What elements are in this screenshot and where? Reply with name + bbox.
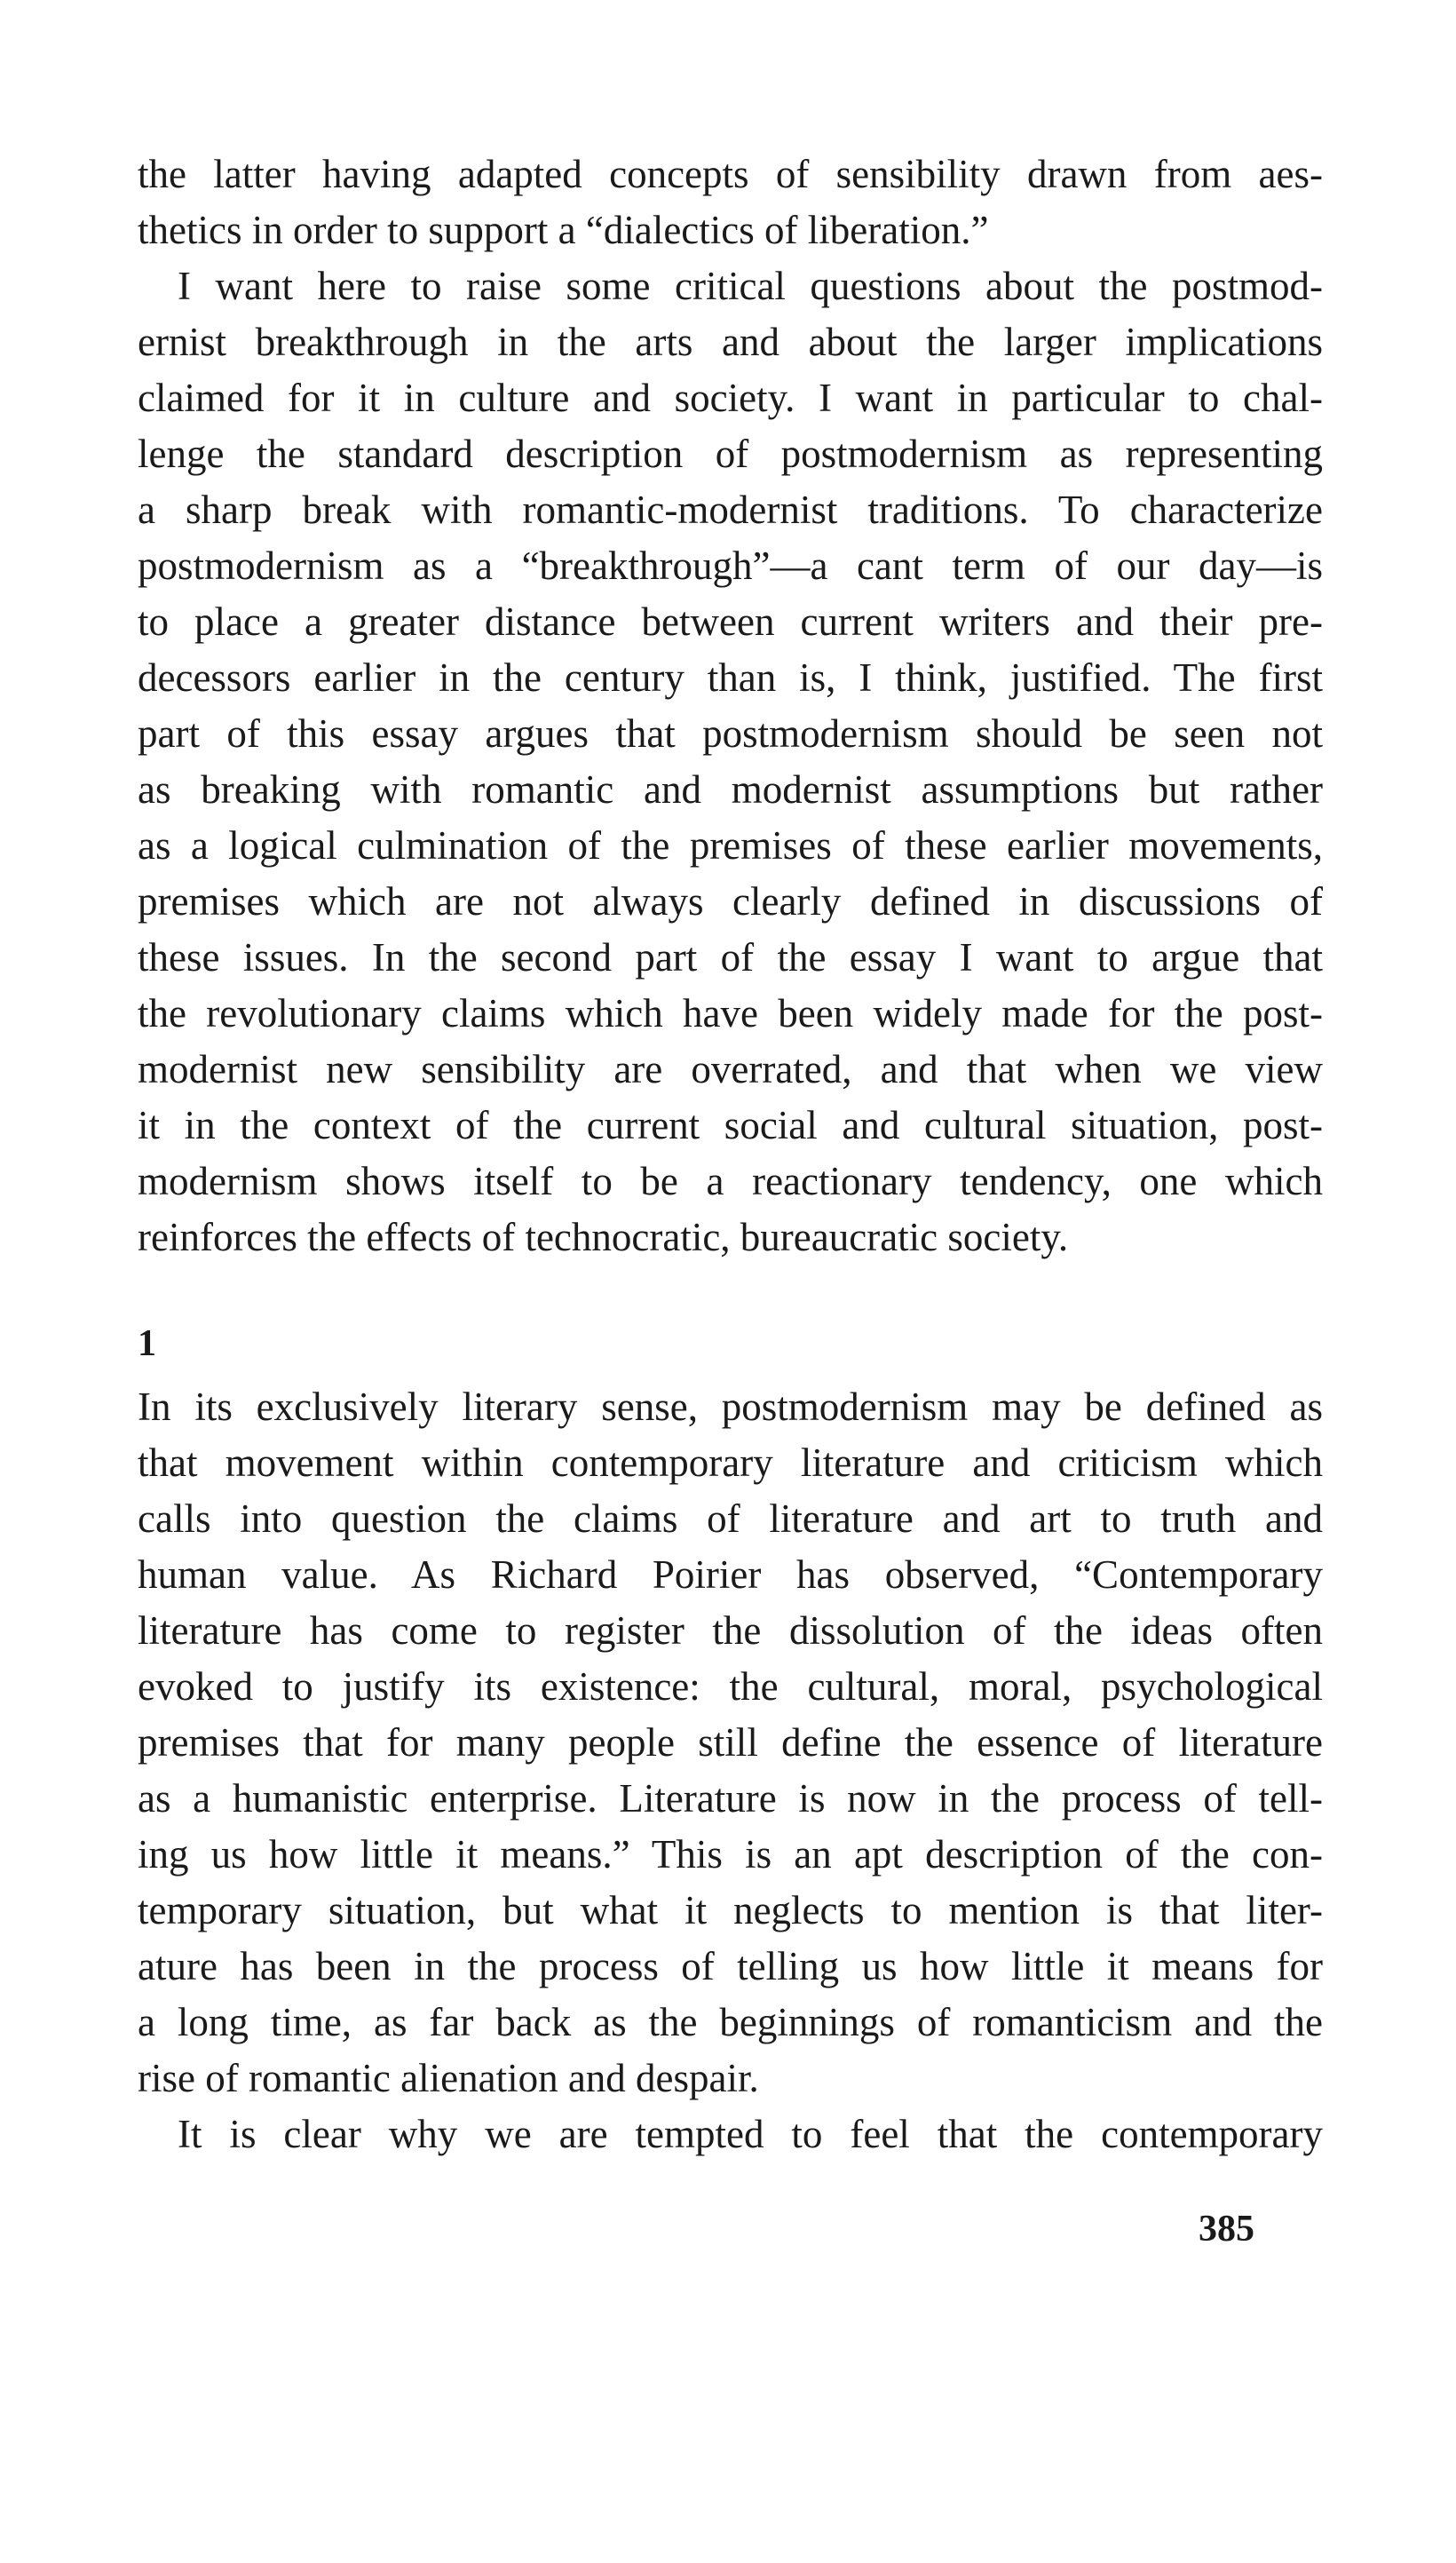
text-line: to place a greater distance between current writers and their pre-: [138, 599, 1323, 644]
text-line: reinforces the effects of technocratic, bureaucratic society.: [138, 1215, 1069, 1259]
text-line: ernist breakthrough in the arts and about the larger implications: [138, 320, 1323, 364]
text-line: claimed for it in culture and society. I want in particular to chal-: [138, 376, 1323, 420]
text-line: the latter having adapted concepts of sensibility drawn from aes-: [138, 152, 1323, 196]
text-line: literature has come to register the dissolution of the ideas often: [138, 1608, 1323, 1653]
text-line: that movement within contemporary literature and criticism which: [138, 1440, 1323, 1485]
text-line: modernist new sensibility are overrated, and that when we view: [138, 1047, 1323, 1091]
text-line: premises which are not always clearly defined in discussions of: [138, 879, 1323, 924]
text-line: as breaking with romantic and modernist assumptions but rather: [138, 767, 1323, 812]
text-line: part of this essay argues that postmodernism should be seen not: [138, 711, 1323, 756]
text-line: decessors earlier in the century than is, I think, justified. The first: [138, 655, 1323, 700]
text-line: I want here to raise some critical questions about the postmod-: [178, 264, 1323, 308]
text-line: modernism shows itself to be a reactionary tendency, one which: [138, 1159, 1323, 1203]
text-line: a long time, as far back as the beginnings of romanticism and the: [138, 2000, 1323, 2044]
text-line: human value. As Richard Poirier has observed, “Contemporary: [138, 1552, 1323, 1597]
text-line: these issues. In the second part of the essay I want to argue that: [138, 935, 1323, 980]
text-line: calls into question the claims of literature and art to truth and: [138, 1496, 1323, 1541]
text-line: premises that for many people still define the essence of literature: [138, 1720, 1323, 1765]
text-line: In its exclusively literary sense, postmodernism may be defined as: [138, 1385, 1323, 1429]
text-line: rise of romantic alienation and despair.: [138, 2056, 759, 2100]
text-line: ature has been in the process of telling us how little it means for: [138, 1944, 1323, 1988]
text-line: evoked to justify its existence: the cultural, moral, psychological: [138, 1664, 1323, 1709]
section-number: 1: [138, 1323, 156, 1364]
text-line: thetics in order to support a “dialectics of liberation.”: [138, 208, 989, 252]
text-line: as a logical culmination of the premises of these earlier movements,: [138, 823, 1323, 868]
text-line: temporary situation, but what it neglects to mention is that liter-: [138, 1888, 1323, 1932]
text-line: it in the context of the current social and cultural situation, post-: [138, 1103, 1323, 1147]
text-line: lenge the standard description of postmodernism as representing: [138, 432, 1323, 476]
text-line: It is clear why we are tempted to feel that the contemporary: [178, 2112, 1323, 2156]
text-line: as a humanistic enterprise. Literature is now in the process of tell-: [138, 1776, 1323, 1821]
text-line: a sharp break with romantic-modernist traditions. To characterize: [138, 488, 1323, 532]
text-line: the revolutionary claims which have been widely made for the post-: [138, 991, 1323, 1036]
page-number: 385: [1199, 2209, 1254, 2250]
text-line: ing us how little it means.” This is an apt description of the con-: [138, 1832, 1323, 1877]
text-line: postmodernism as a “breakthrough”—a cant term of our day—is: [138, 544, 1323, 588]
